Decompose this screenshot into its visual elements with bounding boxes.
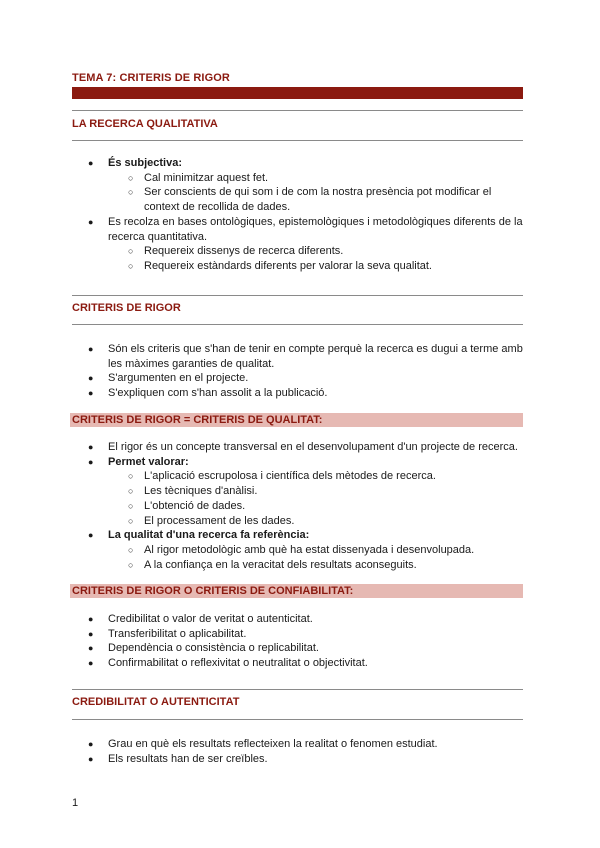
list-item: ● Són els criteris que s'han de tenir en compte perquè la recerca es dugui a terme amb les màximes garanties de qualitat. <box>88 342 528 371</box>
sublist-item: ○ Les tècniques d'anàlisi. <box>108 484 528 499</box>
list-item-text: La qualitat d'una recerca fa referència: <box>108 529 310 542</box>
list-item <box>88 215 528 274</box>
sublist-item: ○ Cal minimitzar aquest fet. <box>108 171 528 186</box>
document-title: TEMA 7: CRITERIS DE RIGOR <box>72 72 230 84</box>
list-credibilitat <box>88 737 528 766</box>
list-item: ● Grau en què els resultats reflecteixen la realitat o fenomen estudiat. <box>88 737 528 752</box>
list-item <box>88 455 528 529</box>
sublist <box>108 244 528 273</box>
sublist-item: ○ El processament de les dades. <box>108 514 528 529</box>
list-item-text: Es recolza en bases ontològiques, epistemològiques i metodològiques diferents de la recerca quantitativa. <box>108 215 523 243</box>
sublist-item: ○ Ser conscients de qui som i de com la nostra presència pot modificar el context de recollida de dades. <box>108 185 528 214</box>
sublist-item: ○ Requereix estàndards diferents per valorar la seva qualitat. <box>108 259 528 274</box>
section-heading-criteris-rigor: CRITERIS DE RIGOR <box>72 302 181 314</box>
divider-rule <box>72 110 523 111</box>
list-item: ● Els resultats han de ser creïbles. <box>88 752 528 767</box>
section-heading-criteris-confiabilitat: CRITERIS DE RIGOR O CRITERIS DE CONFIABILITAT: <box>70 584 523 598</box>
sublist-item: ○ L'obtenció de dades. <box>108 499 528 514</box>
list-criteris-rigor <box>88 342 528 401</box>
divider-rule <box>72 689 523 690</box>
list-item-text: Permet valorar: <box>108 455 189 468</box>
page-number: 1 <box>72 797 79 809</box>
divider-rule <box>72 324 523 325</box>
section-heading-credibilitat: CREDIBILITAT O AUTENTICITAT <box>72 696 240 708</box>
list-recerca-qualitativa <box>88 156 528 274</box>
list-item: ● Dependència o consistència o replicabilitat. <box>88 641 528 656</box>
list-item: ● S'argumenten en el projecte. <box>88 371 528 386</box>
list-item <box>88 156 528 215</box>
section-heading-criteris-qualitat: CRITERIS DE RIGOR = CRITERIS DE QUALITAT: <box>70 413 523 427</box>
list-item <box>88 528 528 572</box>
list-item: ● Credibilitat o valor de veritat o autenticitat. <box>88 612 528 627</box>
sublist-item: ○ Al rigor metodològic amb què ha estat dissenyada i desenvolupada. <box>108 543 528 558</box>
list-item: ● Confirmabilitat o reflexivitat o neutralitat o objectivitat. <box>88 656 528 671</box>
section-heading-recerca-qualitativa: LA RECERCA QUALITATIVA <box>72 118 218 130</box>
sublist-item: ○ A la confiança en la veracitat dels resultats aconseguits. <box>108 558 528 573</box>
list-item: ● El rigor és un concepte transversal en el desenvolupament d'un projecte de recerca. <box>88 440 528 455</box>
divider-rule <box>72 295 523 296</box>
sublist-item: ○ L'aplicació escrupolosa i científica dels mètodes de recerca. <box>108 469 528 484</box>
divider-rule <box>72 719 523 720</box>
sublist <box>108 543 528 572</box>
sublist <box>108 469 528 528</box>
title-underline-bar <box>72 87 523 99</box>
list-criteris-confiabilitat <box>88 612 528 671</box>
divider-rule <box>72 140 523 141</box>
sublist <box>108 171 528 215</box>
sublist-item: ○ Requereix dissenys de recerca diferents. <box>108 244 528 259</box>
list-item: ● Transferibilitat o aplicabilitat. <box>88 627 528 642</box>
list-item: ● S'expliquen com s'han assolit a la publicació. <box>88 386 528 401</box>
list-item-text: És subjectiva: <box>108 157 182 169</box>
list-criteris-qualitat <box>88 440 528 572</box>
